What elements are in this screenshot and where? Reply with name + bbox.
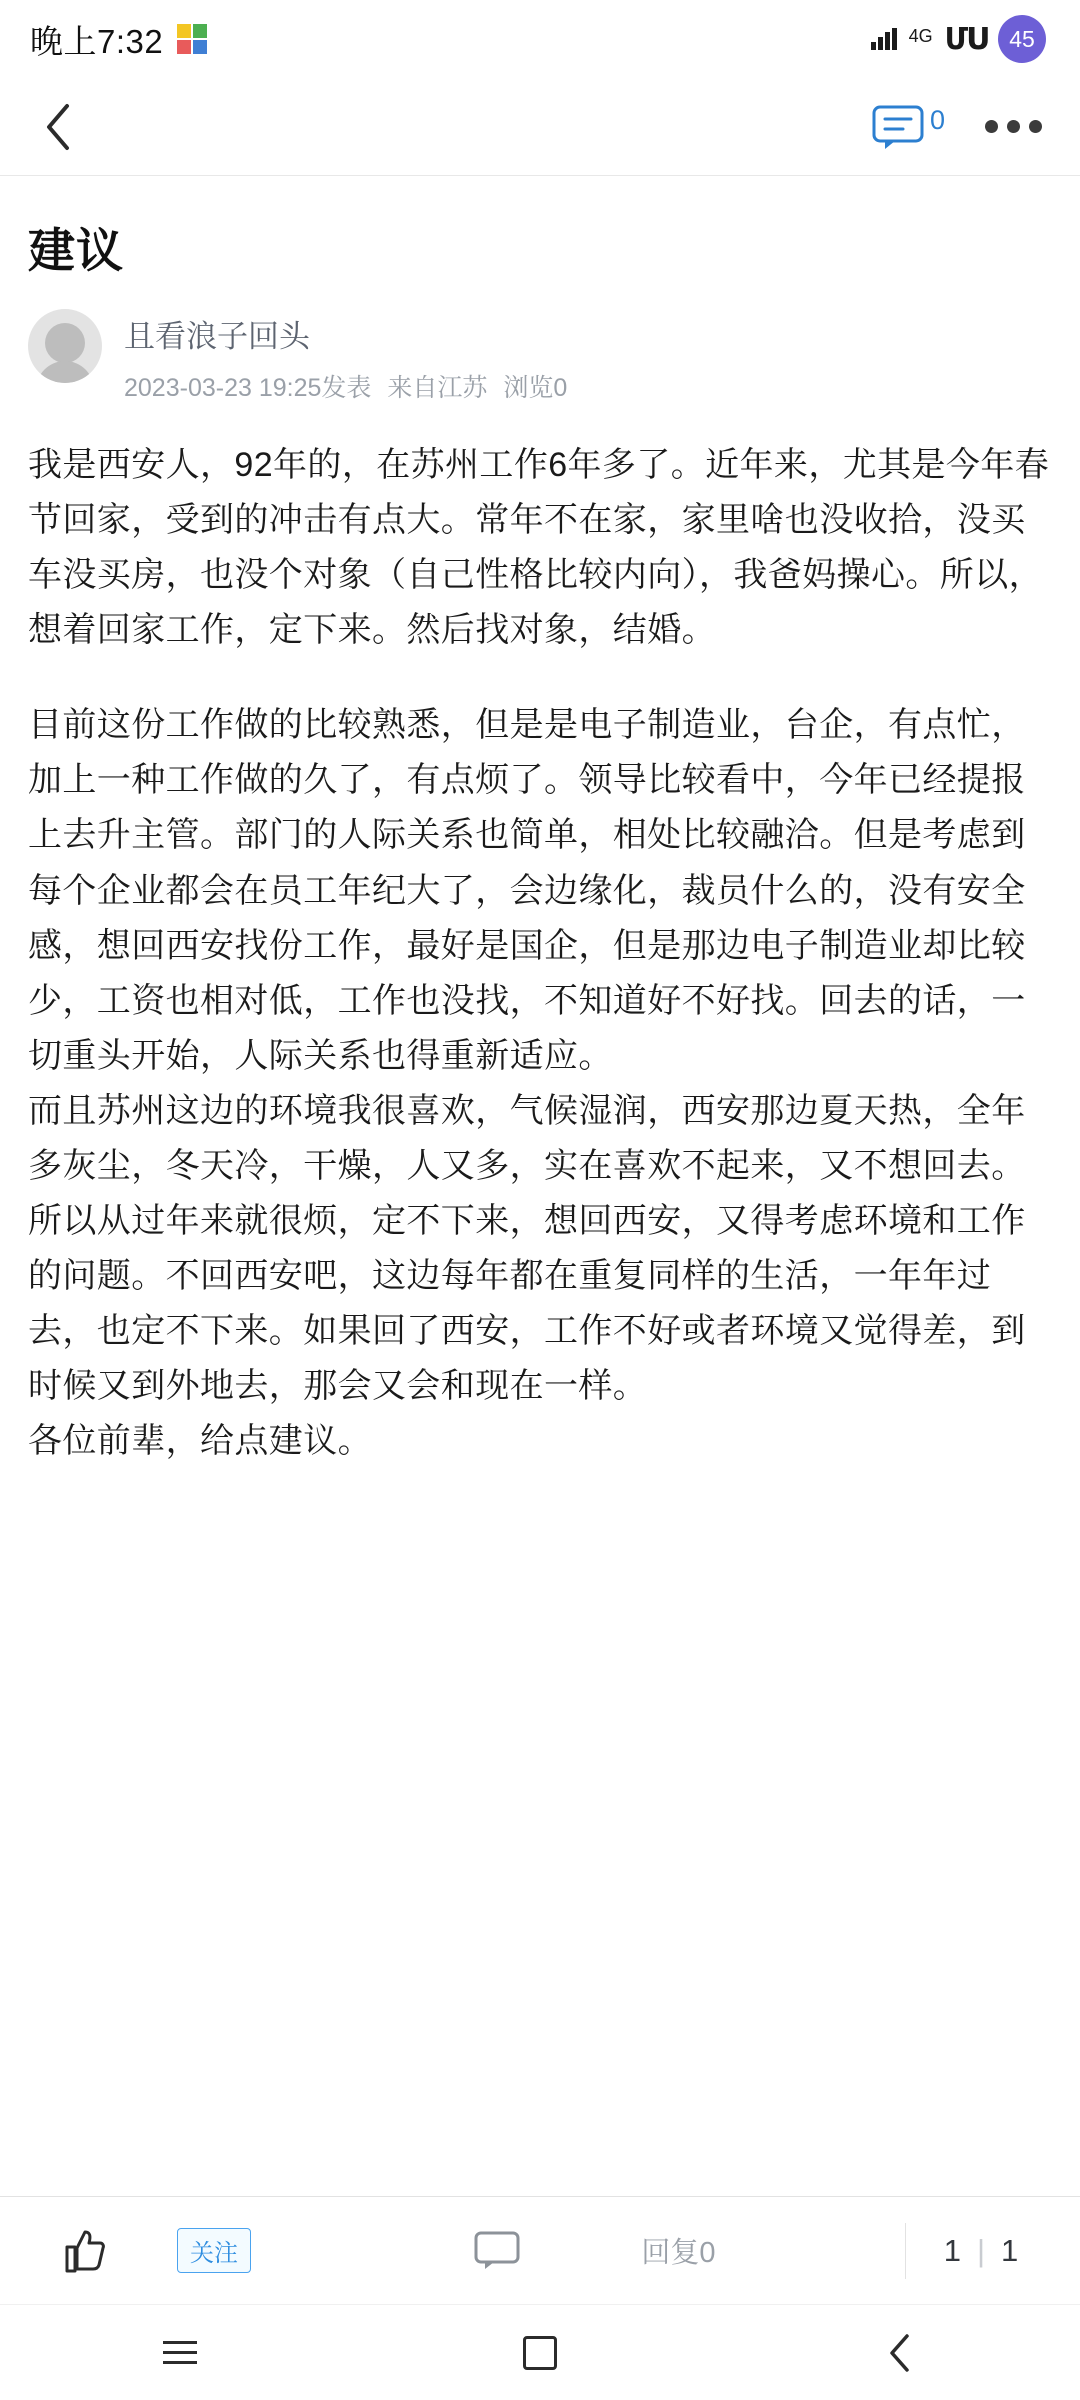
system-back-button[interactable]: [840, 2318, 960, 2388]
post-date: 2023-03-23 19:25发表: [124, 374, 372, 402]
system-navigation-bar: [0, 2304, 1080, 2400]
signal-wave-icon: ՄՍ: [944, 22, 986, 56]
more-dots-icon: [985, 120, 998, 133]
comment-count: 0: [929, 104, 945, 135]
avatar[interactable]: [28, 309, 102, 383]
status-bar-left: [30, 16, 207, 63]
signal-bars-icon: [871, 28, 897, 50]
battery-indicator: 45: [998, 15, 1046, 63]
follow-button[interactable]: [144, 2228, 284, 2273]
post-paragraph: 而且苏州这边的环境我很喜欢，气候湿润，西安那边夏天热，全年多灰尘，冬天冷，干燥，人又多，实在喜欢不起来，又不想回去。: [28, 1091, 1026, 1185]
status-time: 晚上7:32: [30, 22, 164, 60]
post-body: [28, 438, 1052, 1469]
status-bar: [0, 0, 1080, 78]
comment-bubble-icon: [871, 103, 925, 151]
top-navigation-bar: [0, 78, 1080, 176]
post-paragraph: 所以从过年来就很烦，定不下来，想回西安，又得考虑环境和工作的问题。不回西安吧，这边每年都在重复同样的生活，一年年过去，也定不下来。如果回了西安，工作不好或者环境又觉得差，到时候又到外地去，那会又会和现在一样。: [28, 1202, 1026, 1406]
post-location: 来自江苏: [387, 374, 488, 402]
post-meta: [124, 368, 567, 404]
top-nav-actions: [871, 103, 1042, 151]
reply-label: 回复0: [641, 2237, 716, 2269]
colored-squares-icon: [177, 24, 207, 54]
author-meta: [124, 309, 567, 404]
status-bar-right: [871, 15, 1046, 63]
total-pages: 1: [1001, 2232, 1019, 2268]
back-chevron-icon: [886, 2332, 914, 2374]
post-paragraph: 各位前辈，给点建议。: [28, 1422, 372, 1461]
page-indicator[interactable]: [906, 2233, 1056, 2269]
author-name[interactable]: 且看浪子回头: [124, 319, 310, 354]
follow-label: 关注: [177, 2228, 251, 2273]
recent-apps-button[interactable]: [120, 2318, 240, 2388]
menu-icon: [163, 2341, 197, 2364]
post-paragraph: 我是西安人，92年的，在苏州工作6年多了。近年来，尤其是今年春节回家，受到的冲击有点大。常年不在家，家里啥也没收拾，没买车没买房，也没个对象（自己性格比较内向），我爸妈操心。所以，想着回家工作，定下来。然后找对象，结婚。: [28, 446, 1050, 650]
current-page: 1: [943, 2232, 961, 2268]
page-separator: |: [976, 2232, 986, 2268]
home-button[interactable]: [480, 2318, 600, 2388]
home-square-icon: [523, 2336, 557, 2370]
post-paragraph: 目前这份工作做的比较熟悉，但是是电子制造业，台企，有点忙，加上一种工作做的久了，有点烦了。领导比较看中，今年已经提报上去升主管。部门的人际关系也简单，相处比较融洽。但是考虑到每个企业都会在员工年纪大了，会边缘化，裁员什么的，没有安全感，想回西安找份工作，最好是国企，但是那边电子制造业却比较少，工资也相对低，工作也没找，不知道好不好找。回去的话，一切重头开始，人际关系也得重新适应。: [28, 706, 1026, 1075]
author-row: [28, 309, 1052, 404]
back-button[interactable]: [30, 99, 86, 155]
bottom-action-bar: [0, 2196, 1080, 2304]
page-title: 建议: [28, 224, 124, 277]
network-type-label: 4G: [908, 25, 933, 46]
comment-bubble-icon: [473, 2230, 521, 2272]
post-content: [0, 176, 1080, 2196]
thumbs-up-icon: [61, 2227, 107, 2275]
reply-button[interactable]: [284, 2223, 906, 2279]
like-button[interactable]: [24, 2227, 144, 2275]
more-options-button[interactable]: [985, 120, 1042, 133]
comment-button[interactable]: [871, 103, 945, 151]
post-views: 浏览0: [503, 374, 568, 402]
